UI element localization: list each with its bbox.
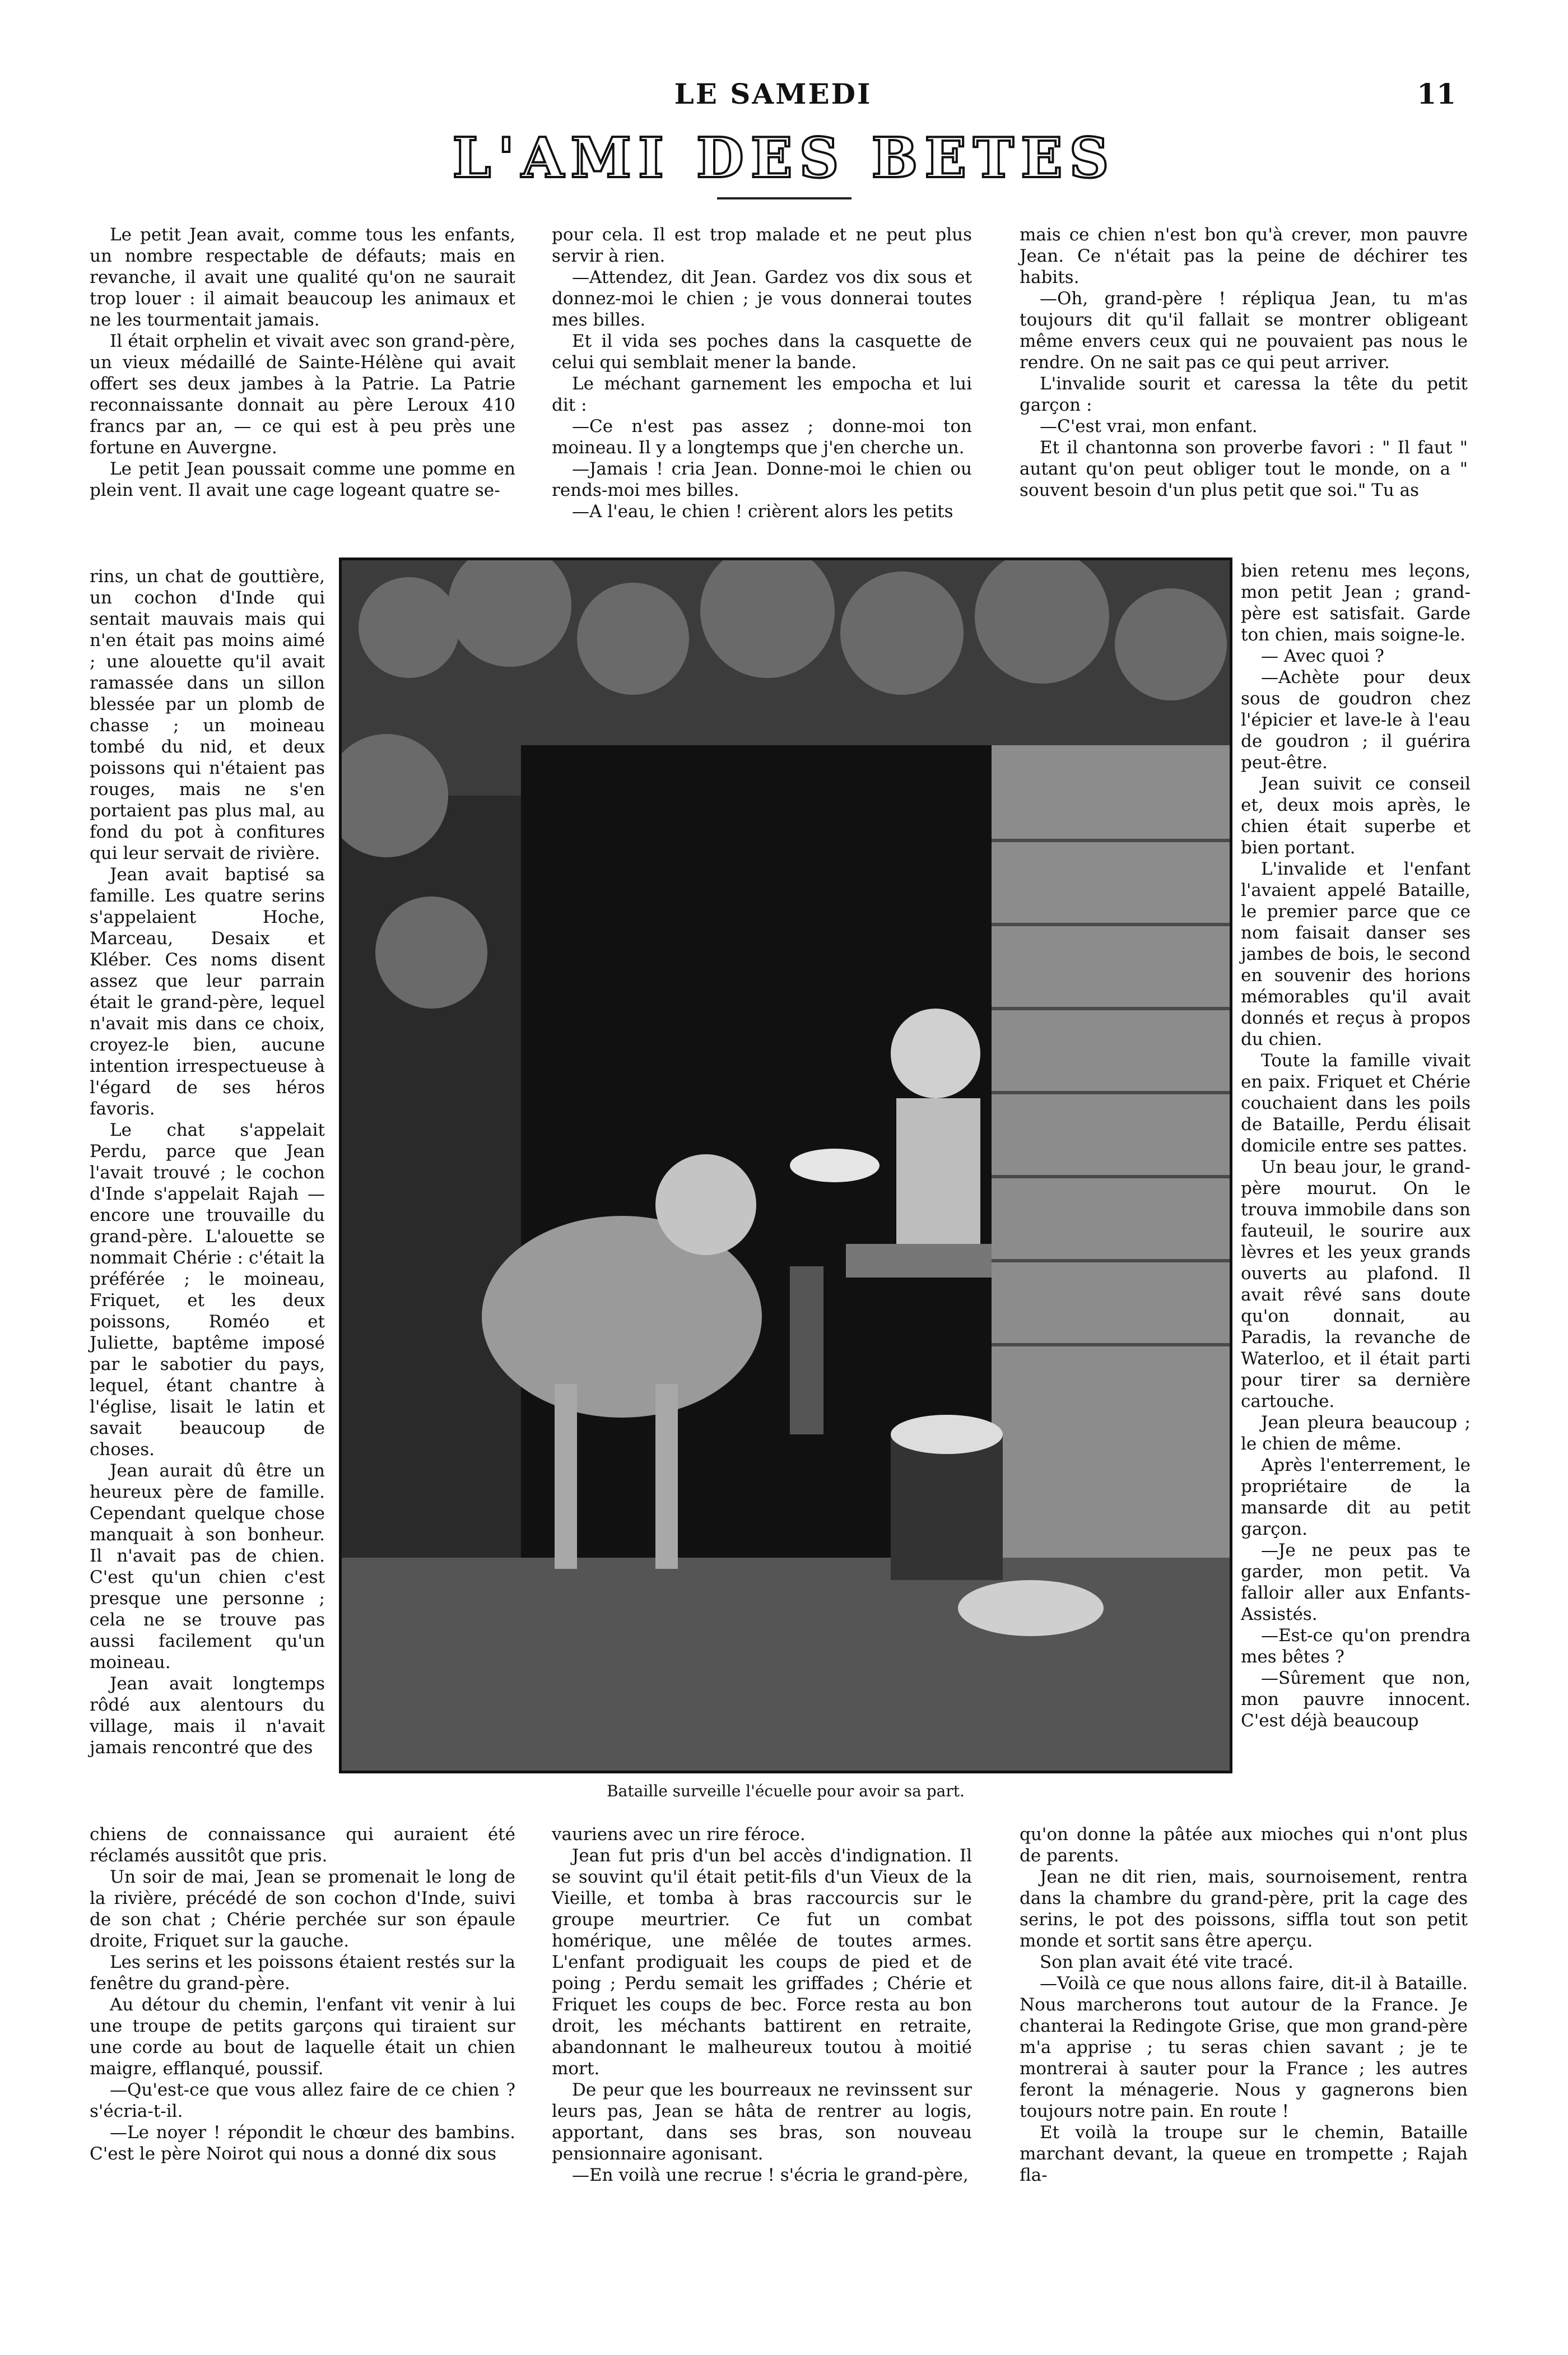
paragraph: Le petit Jean poussait comme une pomme en plein vent. Il avait une cage logeant quatre se- [90,459,515,500]
column-2-bottom [552,1824,972,2186]
column-1-wrap [90,566,325,1758]
paragraph: Jean suivit ce conseil et, deux mois après, le chien était superbe et bien portant. [1241,774,1471,858]
paragraph: Jean fut pris d'un bel accès d'indignation. Il se souvint qu'il était petit-fils d'un Vieux de la Vieille, et tomba à bras raccourcis sur le groupe meurtrier. Ce fut un combat homérique, une mêlée de toutes armes. L'enfant prodiguait les coups de pied et de poing ; Perdu semait les griffades ; Chérie et Friquet les coups de bec. Force resta au bon droit, les méchants battirent en retraite, abandonnant le malheureux toutou à moitié mort. [552,1846,972,2079]
paragraph: De peur que les bourreaux ne revinssent sur leurs pas, Jean se hâta de rentrer au logis, apportant, dans ses bras, son nouveau pensionnaire agonisant. [552,2080,972,2164]
paragraph: Jean avait baptisé sa famille. Les quatre serins s'appelaient Hoche, Marceau, Desaix et Kléber. Ces noms disent assez que leur parrain était le grand-père, lequel n'avait mis dans ce choix, croyez-le bien, aucune intention irrespectueuse à l'égard de ses héros favoris. [90,865,325,1119]
column-3-wrap [1241,560,1471,1731]
paragraph: Le chat s'appelait Perdu, parce que Jean l'avait trouvé ; le cochon d'Inde s'appelait Rajah — encore une trouvaille du grand-père. L'alouette se nommait Chérie : c'était la préférée ; le moineau, Friquet, et les deux poissons, Roméo et Juliette, baptême imposé par le sabotier du pays, lequel, étant chantre à l'église, lisait le latin et savait beaucoup de choses. [90,1120,325,1460]
paragraph: —Est-ce qu'on prendra mes bêtes ? [1241,1625,1471,1667]
paragraph: L'invalide et l'enfant l'avaient appelé Bataille, le premier parce que ce nom faisait danser ses jambes de bois, le second en souvenir des horions mémorables qu'il avait donnés et reçus à propos du chien. [1241,859,1471,1049]
paragraph: —Achète pour deux sous de goudron chez l'épicier et lave-le à l'eau de goudron ; il guérira peut-être. [1241,667,1471,773]
page-number: 11 [1417,77,1456,110]
paragraph: Les serins et les poissons étaient restés sur la fenêtre du grand-père. [90,1952,515,1994]
column-1-bottom [90,1824,515,2164]
figure-caption: Bataille surveille l'écuelle pour avoir sa part. [607,1782,965,1800]
illustration [339,558,1232,1773]
paragraph: Et il chantonna son proverbe favori : " Il faut " autant qu'on peut obliger tout le monde, on a " souvent besoin d'un plus petit que soi." Tu as [1020,438,1468,500]
running-header [0,77,1568,117]
paragraph: Toute la famille vivait en paix. Friquet et Chérie couchaient dans les poils de Bataille, Perdu élisait domicile entre ses pattes. [1241,1051,1471,1156]
title-rule [717,197,852,199]
paragraph: Et il vida ses poches dans la casquette de celui qui semblait mener la bande. [552,331,972,373]
paragraph: —Qu'est-ce que vous allez faire de ce chien ? s'écria-t-il. [90,2080,515,2121]
running-title: LE SAMEDI [674,77,872,110]
column-1 [90,224,515,501]
paragraph: Un beau jour, le grand-père mourut. On le trouva immobile dans son fauteuil, le sourire aux lèvres et les yeux grands ouverts au plafond. Il avait rêvé sans doute qu'on donnait, au Paradis, la revanche de Waterloo, et il était parti pour tirer sa dernière cartouche. [1241,1157,1471,1411]
paragraph: Jean avait longtemps rôdé aux alentours du village, mais il n'avait jamais rencontré que des [90,1674,325,1758]
paragraph: —Sûrement que non, mon pauvre innocent. C'est déjà beaucoup [1241,1668,1471,1731]
paragraph: —Attendez, dit Jean. Gardez vos dix sous et donnez-moi le chien ; je vous donnerai toutes mes billes. [552,267,972,330]
paragraph: Au détour du chemin, l'enfant vit venir à lui une troupe de petits garçons qui tiraient sur une corde au bout de laquelle était un chien maigre, efflanqué, poussif. [90,1995,515,2079]
paragraph: Après l'enterrement, le propriétaire de la mansarde dit au petit garçon. [1241,1455,1471,1539]
column-3 [1020,224,1468,501]
paragraph: Et voilà la troupe sur le chemin, Bataille marchant devant, la queue en trompette ; Rajah fla- [1020,2122,1468,2185]
article-title: L'AMI DES BETES [452,126,1116,191]
paragraph: —Jamais ! cria Jean. Donne-moi le chien ou rends-moi mes billes. [552,459,972,500]
paragraph: —Oh, grand-père ! répliqua Jean, tu m'as toujours dit qu'il fallait se montrer obligeant même envers ceux qui ne pouvaient pas nous le rendre. On ne sait pas ce qui peut arriver. [1020,289,1468,373]
paragraph: rins, un chat de gouttière, un cochon d'Inde qui sentait mauvais mais qui n'en était pas moins aimé ; une alouette qu'il avait ramassée dans un sillon blessée par un plomb de chasse ; un moineau tombé du nid, et deux poissons qui n'étaient pas rouges, mais ne s'en portaient pas plus mal, au fond du pot à confitures qui leur servait de rivière. [90,566,325,863]
paragraph: qu'on donne la pâtée aux mioches qui n'ont plus de parents. [1020,1824,1468,1866]
paragraph: chiens de connaissance qui auraient été réclamés aussitôt que pris. [90,1824,515,1866]
paragraph: pour cela. Il est trop malade et ne peut plus servir à rien. [552,225,972,266]
paragraph: —A l'eau, le chien ! crièrent alors les petits [572,501,953,522]
column-2 [552,224,972,522]
paragraph: L'invalide sourit et caressa la tête du petit garçon : [1020,374,1468,415]
paragraph: —En voilà une recrue ! s'écria le grand-père, [572,2165,969,2185]
paragraph: —Voilà ce que nous allons faire, dit-il à Bataille. Nous marcherons tout autour de la France. Je chanterai la Redingote Grise, que mon grand-père m'a apprise ; tu seras chien savant ; je te montrerai à sauter pour la France ; les autres feront la ménagerie. Nous y gagnerons bien toujours notre pain. En route ! [1020,1973,1468,2121]
paragraph: Il était orphelin et vivait avec son grand-père, un vieux médaillé de Sainte-Hélène qui avait offert ses deux jambes à la Patrie. La Patrie reconnaissante donnait au père Leroux 410 francs par an, — ce qui est à peu près une fortune en Auvergne. [90,331,515,458]
paragraph: Le méchant garnement les empocha et lui dit : [552,374,972,415]
engraving-image [342,560,1230,1771]
paragraph: —Le noyer ! répondit le chœur des bambins. C'est le père Noirot qui nous a donné dix sous [90,2122,515,2164]
paragraph: Jean pleura beaucoup ; le chien de même. [1241,1413,1471,1454]
paragraph: mais ce chien n'est bon qu'à crever, mon pauvre Jean. Ce n'était pas la peine de déchirer tes habits. [1020,225,1468,287]
paragraph: — Avec quoi ? [1261,646,1384,666]
paragraph: Jean ne dit rien, mais, sournoisement, rentra dans la chambre du grand-père, prit la cage des serins, le pot des poissons, siffla tout son petit monde et sortit sans être aperçu. [1020,1867,1468,1951]
paragraph: —C'est vrai, mon enfant. [1040,416,1258,436]
paragraph: vauriens avec un rire féroce. [552,1824,806,1845]
paragraph: Son plan avait été vite tracé. [1040,1952,1294,1972]
column-3-bottom [1020,1824,1468,2186]
paragraph: —Ce n'est pas assez ; donne-moi ton moineau. Il y a longtemps que j'en cherche un. [552,416,972,458]
paragraph: —Je ne peux pas te garder, mon petit. Va falloir aller aux Enfants-Assistés. [1241,1540,1471,1624]
paragraph: Jean aurait dû être un heureux père de famille. Cependant quelque chose manquait à son bonheur. Il n'avait pas de chien. C'est qu'un chien c'est presque une personne ; cela ne se trouve pas aussi facilement qu'un moineau. [90,1461,325,1673]
paragraph: bien retenu mes leçons, mon petit Jean ; grand-père est satisfait. Garde ton chien, mais soigne-le. [1241,561,1471,645]
paragraph: Le petit Jean avait, comme tous les enfants, un nombre respectable de défauts; mais en revanche, il avait une qualité qu'on ne saurait trop louer : il aimait beaucoup les animaux et ne les tourmentait jamais. [90,225,515,330]
paragraph: Un soir de mai, Jean se promenait le long de la rivière, précédé de son cochon d'Inde, suivi de son chat ; Chérie perchée sur son épaule droite, Friquet sur la gauche. [90,1867,515,1951]
